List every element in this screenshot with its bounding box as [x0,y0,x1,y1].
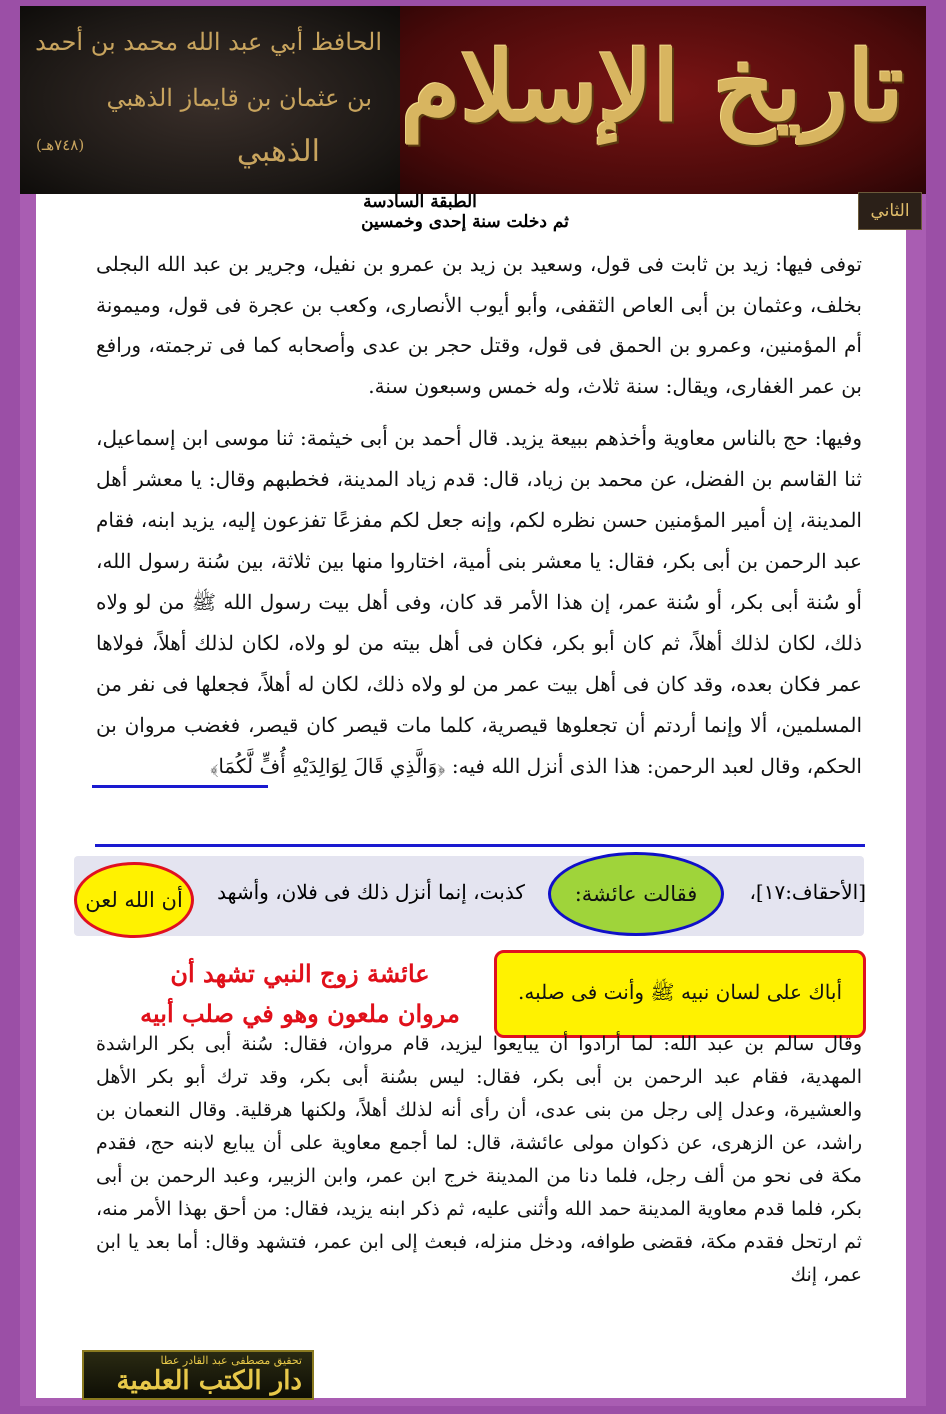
aisha-statement: كذبت، إنما أنزل ذلك فى فلان، وأشهد [217,880,525,904]
author-line1: الحافظ أبي عبد الله محمد بن أحمد [35,28,382,56]
author-line3: الذهبي [236,134,320,169]
aisha-said-oval: فقالت عائشة: [548,852,724,936]
paragraph-salim [96,1028,862,1292]
paragraph-deaths-text: توفى فيها: زيد بن ثابت فى قول، وسعيد بن زيد بن عمرو بن نفيل، وجرير بن عبد الله البجلى بخلف، وعثمان بن أبى العاص الثقفى، وأبو أيوب الأنصارى، وكعب بن عجرة فى قول، وميمونة أم المؤمنين، وعمرو بن الحمق فى قول، وقتل حجر بن عدى وأصحابه كما فى ترجمته، ورافع بن عمر الغفارى، ويقال: سنة ثلاث، وله خمس وسبعون سنة. [96,252,862,398]
book-title-banner [400,6,926,194]
tabaqa-title: الطبقة السادسة [363,192,477,212]
publisher-logo [82,1350,314,1400]
volume-tag: الثاني [858,192,922,230]
year-title: ثم دخلت سنة إحدى وخمسين [361,212,569,232]
death-year: (٧٤٨هـ) [36,136,85,154]
red-annotation-line1: عائشة زوج النبي تشهد أن [170,959,430,988]
author-banner [20,6,400,194]
quote-box: أباك على لسان نبيه ﷺ وأنت فى صلبه. [494,950,866,1038]
paragraph-hajj-text: وفيها: حج بالناس معاوية وأخذهم ببيعة يزيد. قال أحمد بن أبى خيثمة: ثنا موسى ابن إسماعيل، ثنا القاسم بن الفضل، عن محمد بن زياد، قال: قدم زياد المدينة، فخطبهم وقال: يا معشر أهل المدينة، إن أمير المؤمنين حسن نظره لكم، وإنه جعل لكم مفزعًا تفزعون إليه، يزيد ابنه، فقام عبد الرحمن بن أبى بكر، فقال: يا معشر بنى أمية، اختاروا منها بين ثلاثة، بين سُنة رسول الله، أو سُنة أبى بكر، أو سُنة عمر، إن هذا الأمر قد كان، وفى أهل بيت رسول الله ﷺ من لو ولاه ذلك، لكان لذلك أهلاً، ثم كان أبو بكر، فكان فى أهل بيته من لو ولاه، لكان لذلك أهلاً، فولاها عمر فكان بعده، وقد كان فى أهل بيت عمر من لو ولاه ذلك، لكان له أهلاً، فجعلها فى نفر من المسلمين، ألا وإنما أردتم أن تجعلوها قيصرية، كلما مات قيصر كان قيصر، فغضب مروان بن الحكم، وقال لعبد الرحمن: هذا الذى أنزل الله فيه: ﴿وَالَّذِي قَالَ لِوَالِدَيْهِ أُفٍّ لَّكُمَا﴾ [96,426,862,778]
publisher-name: دار الكتب العلمية [116,1366,302,1396]
curse-oval: أن الله لعن [74,862,194,938]
header-banner [20,6,926,194]
paragraph-salim-text: وقال سالم بن عبد الله: لما أرادوا أن يبايعوا ليزيد، قام مروان، فقال: سُنة أبى بكر الراشدة المهدية، فقام عبد الرحمن بن أبى بكر، فقال: ليس بسُنة أبى بكر، وقد ترك أبو بكر الأهل والعشيرة، وعدل إلى رجل من بنى عدى، أن رأى أنه لذلك أهلاً، ولكنها هرقلية. وقال النعمان بن راشد، عن الزهرى، عن ذكوان مولى عائشة، قال: لما أجمع معاوية على أن يبايع لابنه حج، فقدم مكة فى نحو من ألف رجل، فلما دنا من المدينة خرج ابن عمر، وابن الزبير، وعبد الرحمن بن أبى بكر، فلما قدم معاوية المدينة حمد الله وأثنى عليه، ثم ذكر ابنه يزيد، فقال: من أحق بهذا الأمر منه، ثم ارتحل فقدم مكة، فقضى طوافه، ودخل منزله، فبعث إلى ابن عمر، فتشهد وقال: أما بعد يا ابن عمر، إنك [96,1033,862,1286]
paragraph-deaths [96,244,862,406]
paragraph-hajj [96,418,862,787]
red-annotation [120,954,480,1034]
underline-marwan [92,785,268,788]
underline-verse [95,844,865,847]
quran-reference: [الأحقاف:١٧]، [749,880,866,904]
author-line2: بن عثمان بن قايماز الذهبي [106,84,372,112]
book-title: تاريخ الإسلام [400,30,904,143]
red-annotation-line2: مروان ملعون وهو في صلب أبيه [140,999,460,1028]
publisher-editor: تحقيق مصطفى عبد القادر عطا [160,1354,302,1367]
